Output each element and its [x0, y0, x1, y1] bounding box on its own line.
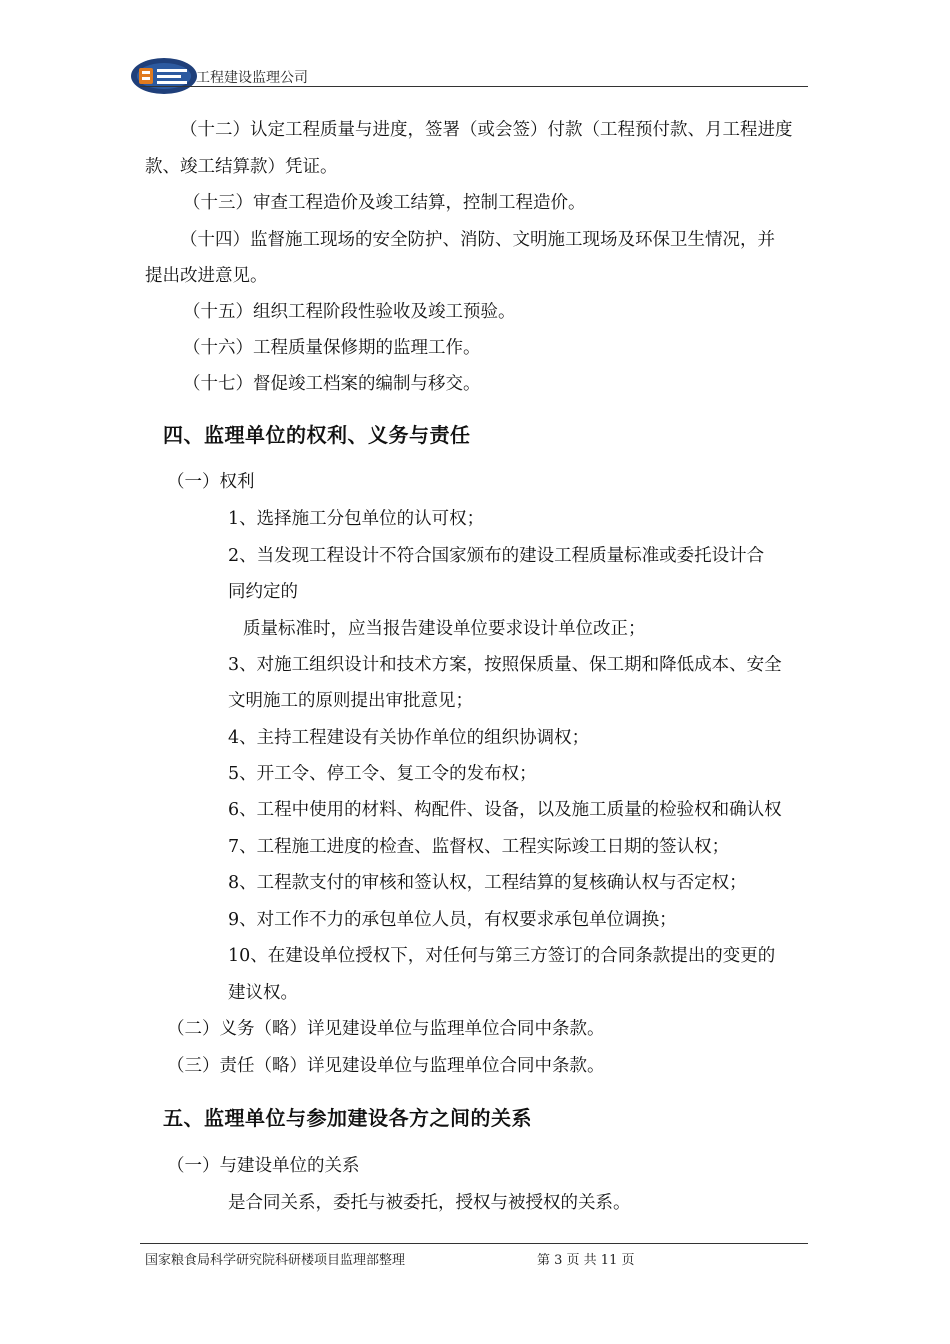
- clause-16: （十六）工程质量保修期的监理工作。: [183, 338, 481, 358]
- company-logo: [130, 57, 198, 95]
- clause-14-line1: （十四）监督施工现场的安全防护、消防、文明施工现场及环保卫生情况，并: [180, 230, 775, 250]
- logo-emblem-icon: [130, 57, 198, 95]
- rights-title: （一）权利: [167, 472, 255, 492]
- footer-divider: [140, 1243, 808, 1244]
- right-item-8: 8、工程款支付的审核和签认权，工程结算的复核确认权与否定权；: [228, 873, 747, 893]
- right-item-10-line1: 10、在建设单位授权下，对任何与第三方签订的合同条款提出的变更的: [228, 946, 776, 966]
- relation-1-text: 是合同关系，委托与被委托，授权与被授权的关系。: [228, 1193, 631, 1213]
- right-item-2-line3: 质量标准时，应当报告建设单位要求设计单位改正；: [243, 619, 646, 639]
- section-4-heading: 四、监理单位的权利、义务与责任: [163, 423, 471, 447]
- responsibilities-clause: （三）责任（略）详见建设单位与监理单位合同中条款。: [167, 1056, 605, 1076]
- section-5-heading: 五、监理单位与参加建设各方之间的关系: [163, 1106, 532, 1130]
- right-item-2-line1: 2、当发现工程设计不符合国家颁布的建设工程质量标准或委托设计合: [228, 546, 765, 566]
- right-item-1: 1、选择施工分包单位的认可权；: [228, 509, 485, 529]
- right-item-2-line2: 同约定的: [228, 582, 298, 602]
- clause-13: （十三）审查工程造价及竣工结算，控制工程造价。: [183, 193, 586, 213]
- right-item-4: 4、主持工程建设有关协作单位的组织协调权；: [228, 728, 590, 748]
- header-divider: [140, 86, 808, 87]
- right-item-7: 7、工程施工进度的检查、监督权、工程实际竣工日期的签认权；: [228, 837, 730, 857]
- clause-12-line2: 款、竣工结算款）凭证。: [145, 157, 338, 177]
- right-item-6: 6、工程中使用的材料、构配件、设备，以及施工质量的检验权和确认权: [228, 800, 782, 820]
- clause-17: （十七）督促竣工档案的编制与移交。: [183, 374, 481, 394]
- right-item-10-line2: 建议权。: [228, 983, 298, 1003]
- clause-15: （十五）组织工程阶段性验收及竣工预验。: [183, 302, 516, 322]
- duties-clause: （二）义务（略）详见建设单位与监理单位合同中条款。: [167, 1019, 605, 1039]
- right-item-9: 9、对工作不力的承包单位人员，有权要求承包单位调换；: [228, 910, 677, 930]
- company-name: 工程建设监理公司: [196, 70, 308, 86]
- relation-1-title: （一）与建设单位的关系: [167, 1156, 360, 1176]
- right-item-3-line2: 文明施工的原则提出审批意见；: [228, 691, 473, 711]
- right-item-3-line1: 3、对施工组织设计和技术方案，按照保质量、保工期和降低成本、安全: [228, 655, 782, 675]
- page-number: 第 3 页 共 11 页: [537, 1253, 635, 1268]
- clause-12-line1: （十二）认定工程质量与进度，签署（或会签）付款（工程预付款、月工程进度: [180, 120, 793, 140]
- clause-14-line2: 提出改进意见。: [145, 266, 268, 286]
- right-item-5: 5、开工令、停工令、复工令的发布权；: [228, 764, 537, 784]
- footer-source: 国家粮食局科学研究院科研楼项目监理部整理: [145, 1253, 406, 1268]
